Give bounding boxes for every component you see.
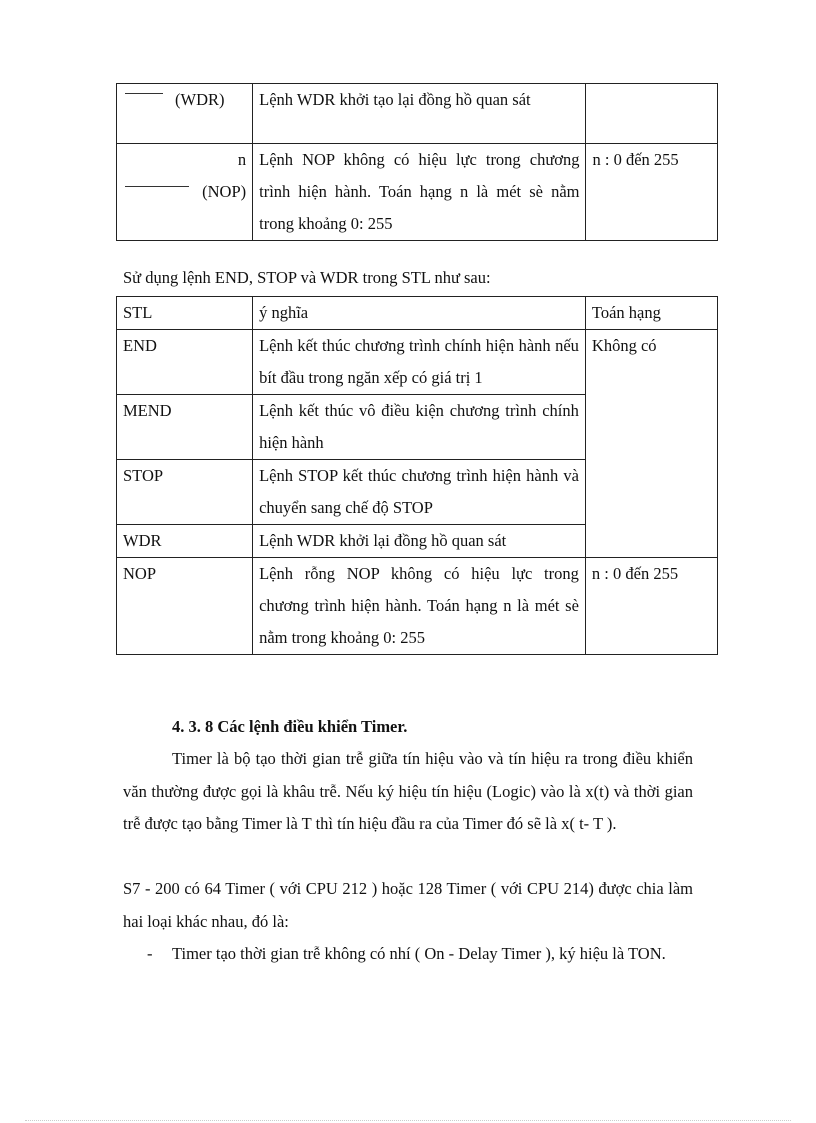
stl-instruction-table — [116, 296, 718, 655]
description-cell: Lệnh kết thúc chương trình chính hiện hành nếu bít đầu trong ngăn xếp có giá trị 1 — [253, 330, 586, 395]
header-meaning: ý nghĩa — [253, 297, 586, 330]
paragraph-timer-intro: Timer là bộ tạo thời gian trễ giữa tín hiệu vào và tín hiệu ra trong điều khiển văn thường được gọi là khâu trễ. Nếu ký hiệu tín hiệu (Logic) vào là x(t) và thời gian trễ được tạo bằng Timer là T thì tín hiệu đầu ra của Timer đó sẽ là x( t- T ). — [123, 749, 693, 833]
stl-cell: MEND — [117, 395, 253, 460]
table-caption: Sử dụng lệnh END, STOP và WDR trong STL như sau: — [123, 268, 491, 287]
wdr-symbol — [123, 84, 246, 143]
stl-cell: NOP — [117, 558, 253, 655]
bullet-marker: - — [147, 944, 153, 963]
table-row — [117, 558, 718, 655]
symbol-cell — [117, 84, 253, 144]
description-cell: Lệnh WDR khởi lại đồng hồ quan sát — [253, 525, 586, 558]
operand-cell-merged: Không có — [585, 330, 717, 558]
header-operand: Toán hạng — [585, 297, 717, 330]
symbol-label: (NOP) — [202, 182, 247, 201]
instruction-table-top — [116, 83, 718, 241]
operand-cell: n : 0 đến 255 — [585, 558, 717, 655]
stl-cell: END — [117, 330, 253, 395]
symbol-parameter: n — [237, 150, 247, 169]
table-row — [117, 144, 718, 241]
operand-cell: n : 0 đến 255 — [586, 144, 718, 241]
symbol-line — [125, 186, 189, 187]
description-cell: Lệnh NOP không có hiệu lực trong chương trình hiện hành. Toán hạng n là mét sè nằm trong khoảng 0: 255 — [253, 144, 586, 241]
table-row — [117, 330, 718, 395]
description-cell: Lệnh STOP kết thúc chương trình hiện hành và chuyển sang chế độ STOP — [253, 460, 586, 525]
description-cell: Lệnh rỗng NOP không có hiệu lực trong chương trình hiện hành. Toán hạng n là mét sè nằm trong khoảng 0: 255 — [253, 558, 586, 655]
section-heading: 4. 3. 8 Các lệnh điều khiển Timer. — [172, 717, 408, 736]
header-stl: STL — [117, 297, 253, 330]
symbol-line — [125, 93, 163, 94]
operand-cell — [586, 84, 718, 144]
table-row — [117, 84, 718, 144]
symbol-label: (WDR) — [175, 90, 225, 109]
paragraph-timer-types: S7 - 200 có 64 Timer ( với CPU 212 ) hoặc 128 Timer ( với CPU 214) được chia làm hai loại khác nhau, đó là: — [123, 879, 693, 931]
bullet-item-ton: Timer tạo thời gian trễ không có nhí ( On - Delay Timer ), ký hiệu là TON. — [172, 944, 666, 963]
nop-symbol — [123, 144, 246, 240]
symbol-cell — [117, 144, 253, 241]
description-cell: Lệnh kết thúc vô điều kiện chương trình chính hiện hành — [253, 395, 586, 460]
description-cell: Lệnh WDR khởi tạo lại đồng hồ quan sát — [253, 84, 586, 144]
table-header-row — [117, 297, 718, 330]
stl-cell: WDR — [117, 525, 253, 558]
page-bottom-rule — [25, 1120, 791, 1121]
stl-cell: STOP — [117, 460, 253, 525]
